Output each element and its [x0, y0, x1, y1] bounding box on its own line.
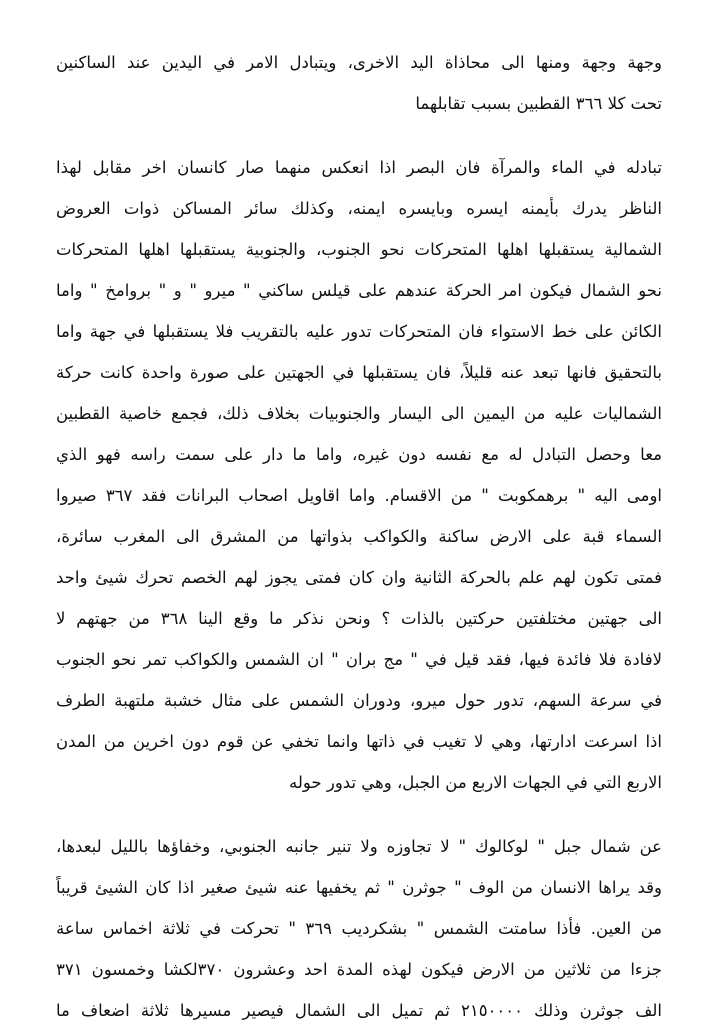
text-line: الكائن على خط الاستواء فان المتحركات تدور عليه بالتقريب فلا يستقبلها في جهة واما: [56, 322, 662, 341]
text-line: نحو الشمال فيكون امر الحركة عندهم على قيلس ساكني " ميرو " و " بروامخ " واما: [56, 281, 662, 300]
text-line: جزءا من ثلاثين من الارض فيكون لهذه المدة احد وعشرون ٣٧٠لكشا وخمسون ٣٧١: [56, 960, 662, 979]
text-line: تبادله في الماء والمرآة فان البصر اذا انعكس منهما صار كانسان اخر مقابل لهذا: [56, 158, 662, 177]
text-line: الف جوثرن وذلك ٢١٥٠٠٠٠ ثم تميل الى الشمال فيصير مسيرها ثلاثة اضعاف ما: [56, 1001, 662, 1020]
text-line: تحت كلا ٣٦٦ القطبين بسبب تقابلهما: [415, 94, 662, 113]
text-line: لافادة فلا فائدة فيها، فقد قيل في " مج بران " ان الشمس والكواكب تمر نحو الجنوب: [56, 650, 662, 669]
text-line: الاربع التي في الجهات الاربع من الجبل، وهي تدور حوله: [289, 773, 662, 792]
paragraph-gap: [56, 124, 662, 147]
text-line: في سرعة السهم، تدور حول ميرو، ودوران الشمس على مثال خشبة ملتهبة الطرف: [56, 691, 662, 710]
text-line: الى جهتين مختلفتين حركتين بالذات ؟ ونحن نذكر ما وقع الينا ٣٦٨ من جهتهم لا: [56, 609, 662, 628]
paragraph-2: [56, 147, 662, 803]
text-line: الشمالية يستقبلها اهلها المتحركات نحو الجنوب، والجنوبية يستقبلها اهلها المتحركات: [56, 240, 662, 259]
text-line: فمتى تكون لهم علم بالحركة الثانية وان كان فمتى يجوز لهم الخصم تحرك شيئ واحد: [56, 568, 662, 587]
text-line: السماء قبة على الارض ساكنة والكواكب بذواتها من المشرق الى المغرب سائرة،: [56, 527, 662, 546]
text-line: وقد يراها الانسان من الوف " جوثرن " ثم يخفيها عنه شيئ صغير اذا كان الشيئ قريباً: [56, 878, 662, 897]
text-line: بالتحقيق فانها تبعد عنه قليلاً، فان يستقبلها في الجهتين على صورة واحدة كانت حركة: [56, 363, 662, 382]
text-line: اذا اسرعت ادارتها، وهي لا تغيب في ذاتها وانما تخفي عن قوم دون اخرين من المدن: [56, 732, 662, 751]
text-line: الشماليات عليه من اليمين الى اليسار والجنوبيات بخلاف ذلك، فجمع خاصية القطبين: [56, 404, 662, 423]
paragraph-3: [56, 826, 662, 1031]
text-line: عن شمال جبل " لوكالوك " لا تجاوزه ولا تنير جانبه الجنوبي، وخفاؤها بالليل لبعدها،: [56, 837, 662, 856]
text-line: وجهة وجهة ومنها الى محاذاة اليد الاخرى، ويتبادل الامر في اليدين عند الساكنين: [56, 53, 662, 72]
paragraph-1: [56, 42, 662, 124]
text-line: من العين. فأذا سامتت الشمس " بشكرديب ٣٦٩ " تحركت في ثلاثة اخماس ساعة: [56, 919, 662, 938]
text-line: الناظر يدرك بأيمنه ايسره وبايسره ايمنه، وكذلك سائر المساكن ذوات العروض: [56, 199, 662, 218]
paragraph-gap: [56, 803, 662, 826]
text-line: اومى اليه " برهمكوبت " من الاقسام. واما اقاويل اصحاب البرانات فقد ٣٦٧ صيروا: [56, 486, 662, 505]
text-line: معا وحصل التبادل له مع نفسه دون غيره، واما ما دار على سمت راسه فهو الذي: [56, 445, 662, 464]
